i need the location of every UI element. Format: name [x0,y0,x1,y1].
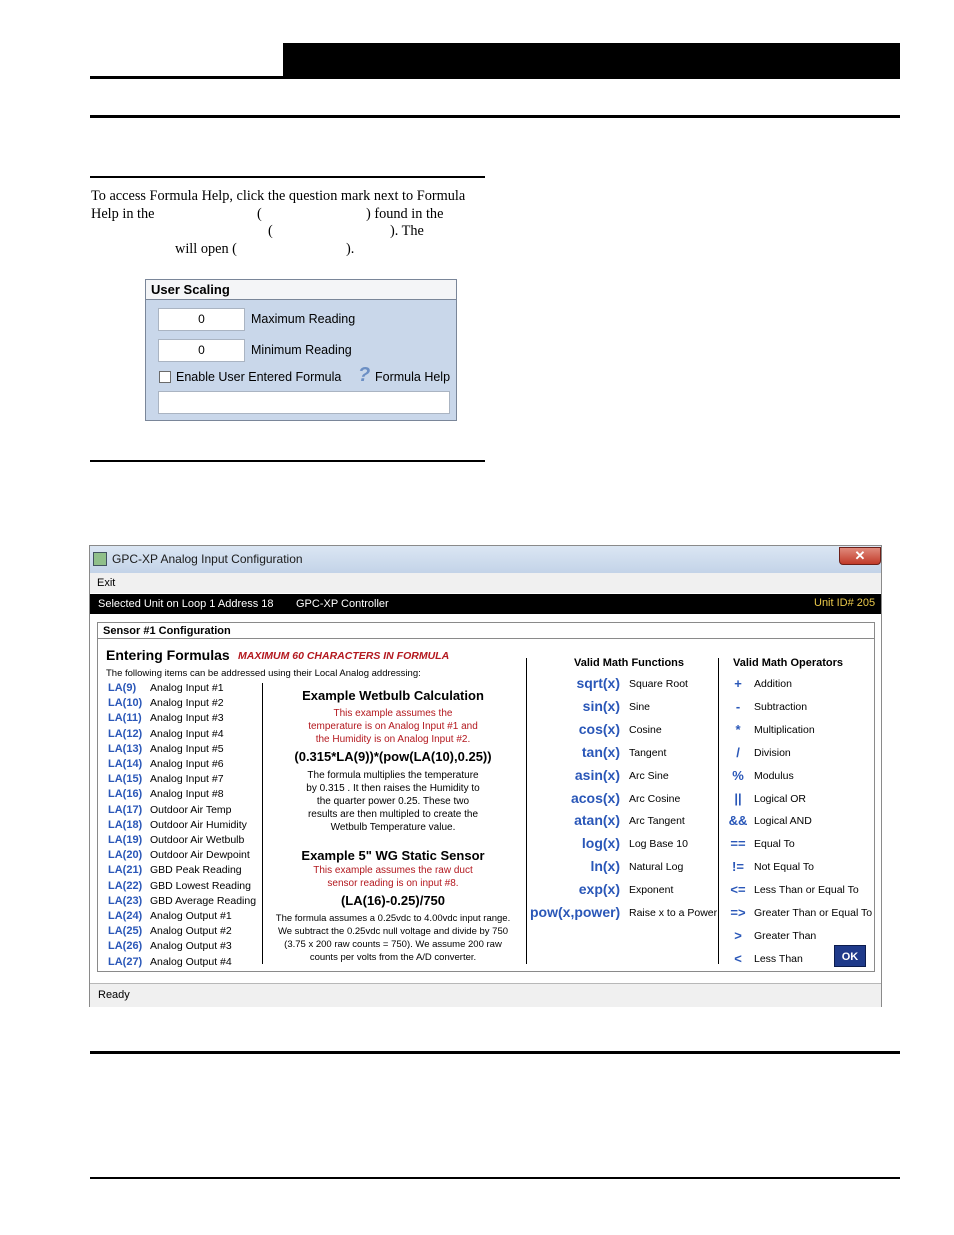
section-rule-bottom [90,460,485,462]
address-description: Outdoor Air Wetbulb [150,834,245,846]
math-operator-description: Not Equal To [754,861,814,874]
example-wetbulb-desc-4: results are then multipled to create the [307,809,479,820]
para-line-4a: will open ( [175,241,237,258]
header-rule-left [90,76,283,79]
menu-exit[interactable]: Exit [97,577,116,589]
address-description: Analog Output #2 [150,925,232,938]
para-line-2b: ( [257,205,262,222]
address-code: LA(11) [108,712,142,725]
math-operator-description: Subtraction [754,700,808,713]
math-function-description: Sine [629,700,651,713]
minimum-reading-input[interactable]: 0 [158,339,245,362]
address-code: LA(22) [108,879,143,892]
math-operator-description: Logical OR [754,792,806,805]
address-description: Analog Output #4 [150,955,232,968]
para-line-1: To access Formula Help, click the question mark next to Formula [91,188,466,204]
address-description: Analog Input #6 [150,758,224,770]
math-operator-description: Modulus [754,769,794,782]
math-operator-description: Greater Than [754,929,817,942]
divider-2 [526,658,527,964]
ready-status: Ready [98,989,130,1001]
math-operator: / [736,744,740,760]
ok-button[interactable]: OK [834,945,866,967]
address-code: LA(16) [108,788,143,801]
math-operator: % [732,767,744,783]
math-operator-description: Division [754,746,791,759]
math-function-description: Exponent [629,884,674,897]
para-line-2a: Help in the [91,205,155,222]
app-icon [93,552,107,566]
example-wetbulb-formula: (0.315*LA(9))*(pow(LA(10),0.25)) [294,749,492,764]
example-static-formula: (LA(16)-0.25)/750 [340,893,446,908]
enable-formula-label: Enable User Entered Formula [176,370,342,384]
status-unit-location: Selected Unit on Loop 1 Address 18 [98,598,274,610]
math-operator: + [734,676,742,691]
entering-formulas-title: Entering Formulas [106,647,230,663]
example-static-desc-3: (3.75 x 200 raw counts = 750). We assume 200 raw [284,939,502,950]
math-function: ln(x) [590,858,620,875]
formula-help-label: Formula Help [375,370,451,384]
maximum-reading-label: Maximum Reading [251,312,356,326]
user-scaling-panel [145,279,457,421]
math-function: atan(x) [574,812,620,829]
address-code: LA(26) [108,940,143,953]
math-function: log(x) [581,835,620,852]
sensor-config-title: Sensor #1 Configuration [98,623,874,639]
example-static-desc-4: counts per volts from the A/D converter. [309,952,477,963]
address-code: LA(15) [108,773,143,786]
following-items-text: The following items can be addressed using their Local Analog addressing: [106,668,421,679]
address-description: Analog Input #8 [150,788,224,801]
math-function: sin(x) [582,697,620,714]
address-description: Outdoor Air Dewpoint [150,849,250,862]
math-function-description: Tangent [629,746,667,759]
para-line-2c: ) found in the [366,205,444,222]
math-function: exp(x) [578,881,620,898]
math-operator-description: Less Than or Equal To [754,884,859,897]
valid-math-functions-header: Valid Math Functions [574,657,685,669]
section-rule-top [90,176,485,178]
math-operator: <= [730,882,746,898]
math-operator: || [734,790,742,806]
math-function-description: Arc Tangent [629,815,685,828]
math-operator-description: Multiplication [754,723,815,736]
example-static-desc-2: We subtract the 0.25vdc null voltage and divide by 750 [277,926,509,937]
math-function-description: Arc Cosine [629,792,681,805]
user-scaling-title: User Scaling [146,280,456,300]
address-code: LA(9) [108,682,137,694]
address-code: LA(23) [108,894,143,907]
math-function: sqrt(x) [576,675,620,691]
window-status-bar [90,983,881,1007]
example-wetbulb-red-1: This example assumes the [333,708,453,719]
example-wetbulb-desc-2: by 0.315 . It then raises the Humidity to [306,783,480,794]
unit-status-bar [90,594,881,614]
valid-math-operators-header: Valid Math Operators [733,657,844,669]
close-button[interactable]: ✕ [839,547,881,565]
address-code: LA(25) [108,925,143,938]
example-wetbulb-desc-3: the quarter power 0.25. These two [316,796,470,807]
address-description: Analog Input #3 [150,712,224,725]
math-function-description: Natural Log [629,861,684,874]
math-function-description: Raise x to a Power [629,907,718,919]
math-function: tan(x) [581,743,620,760]
address-code: LA(13) [108,742,143,755]
sensor-config-panel [97,622,875,972]
address-code: LA(20) [108,849,143,862]
question-mark-icon[interactable]: ? [358,364,371,386]
math-operator-description: Greater Than or Equal To [754,907,873,919]
math-function-description: Square Root [629,678,688,690]
address-code: LA(12) [108,727,143,740]
minimum-reading-label: Minimum Reading [251,343,352,357]
address-code: LA(18) [108,818,143,831]
math-operator-description: Addition [754,678,792,690]
address-code: LA(17) [108,803,143,816]
analog-input-config-window [89,545,882,1007]
window-title: GPC-XP Analog Input Configuration [112,552,303,566]
math-function-description: Arc Sine [629,769,669,782]
enable-formula-checkbox[interactable] [159,371,171,383]
address-description: Analog Output #1 [150,910,232,922]
status-unit-id: Unit ID# 205 [814,597,876,609]
address-description: Analog Input #4 [150,727,224,740]
address-code: LA(21) [108,864,143,877]
address-description: Analog Input #1 [150,682,224,694]
address-code: LA(27) [108,955,143,968]
address-description: GBD Average Reading [150,894,257,907]
example-static-desc-1: The formula assumes a 0.25vdc to 4.00vdc input range. [275,913,511,924]
formula-input[interactable] [158,391,450,414]
address-description: Analog Input #5 [150,742,224,755]
math-function: cos(x) [578,720,620,737]
example-static-red-1: This example assumes the raw duct [313,865,473,876]
footer-rule [90,1177,900,1179]
menu-bar [90,573,881,593]
math-function-description: Log Base 10 [629,838,688,851]
maximum-reading-input[interactable]: 0 [158,308,245,331]
math-operator: == [730,836,746,852]
math-function: acos(x) [570,789,620,806]
address-description: Analog Input #7 [150,773,224,786]
example-wetbulb-desc-5: Wetbulb Temperature value. [330,822,456,833]
para-line-4b: ). [346,241,355,258]
address-code: LA(19) [108,834,143,846]
max-characters-note: MAXIMUM 60 CHARACTERS IN FORMULA [238,650,450,662]
window-title-bar [90,546,881,573]
example-static-title: Example 5" WG Static Sensor [301,848,485,863]
math-operator: * [735,721,741,737]
math-operator: && [728,813,748,829]
example-wetbulb-desc-1: The formula multiplies the temperature [307,770,479,781]
math-operator-description: Equal To [754,838,795,851]
address-description: GBD Lowest Reading [150,879,251,892]
math-operator-description: Logical AND [754,815,812,828]
lower-rule [90,1051,900,1054]
math-function-description: Cosine [629,723,662,736]
math-operator: => [730,905,746,920]
address-code: LA(24) [108,910,143,922]
math-function: pow(x,power) [530,904,621,920]
math-operator: != [732,859,744,875]
address-description: Outdoor Air Temp [150,803,232,816]
para-line-3b: ). The [390,223,424,240]
math-operator-description: Less Than [754,952,803,965]
address-code: LA(14) [108,758,143,770]
address-code: LA(10) [108,697,143,710]
address-description: Analog Output #3 [150,940,232,953]
para-line-3a: ( [268,223,273,240]
divider-3 [718,658,719,964]
math-operator: > [734,927,742,943]
status-controller: GPC-XP Controller [296,598,389,610]
example-static-red-2: sensor reading is on input #8. [327,878,459,889]
math-function: asin(x) [574,766,620,783]
example-wetbulb-red-2: temperature is on Analog Input #1 and [308,721,478,732]
math-operator: < [734,950,742,966]
address-description: Outdoor Air Humidity [150,818,247,831]
math-operator: - [735,698,741,714]
address-description: Analog Input #2 [150,697,224,710]
example-wetbulb-title: Example Wetbulb Calculation [302,688,484,703]
address-description: GBD Peak Reading [150,864,242,877]
header-black-bar [283,43,900,79]
example-wetbulb-red-3: the Humidity is on Analog Input #2. [315,734,471,745]
header-rule-2 [90,115,900,118]
